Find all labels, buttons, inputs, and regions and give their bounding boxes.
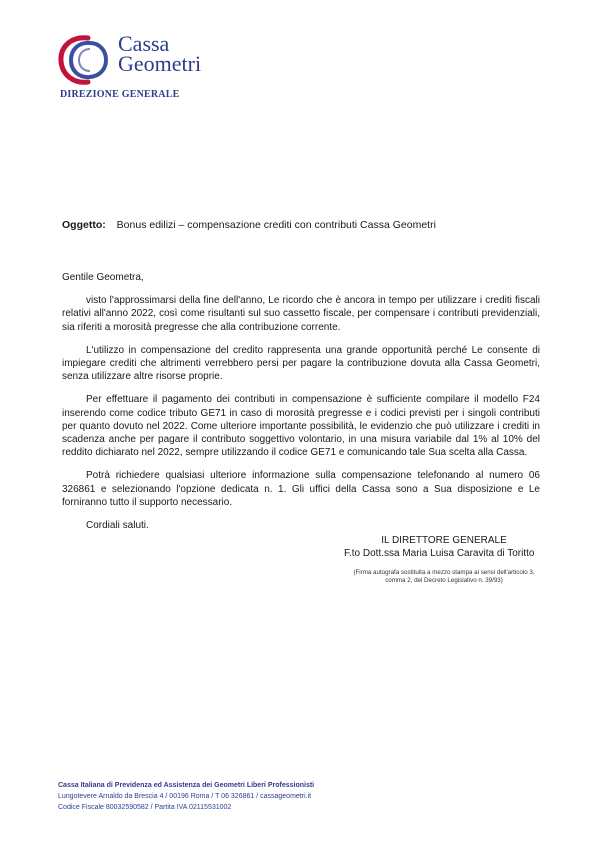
footer-fiscal: Codice Fiscale 80032590582 / Partita IVA 02115531002 [58, 804, 232, 811]
footer [58, 780, 314, 813]
greeting: Gentile Geometra, [62, 272, 144, 283]
department-label: DIREZIONE GENERALE [60, 89, 180, 100]
footer-organization: Cassa Italiana di Previdenza ed Assistenza dei Geometri Liberi Professionisti [58, 782, 315, 789]
subject-line [62, 219, 436, 231]
logo-mark-icon [58, 34, 114, 86]
brand-line-1: Cassa [118, 31, 170, 56]
brand-line-2: Geometri [118, 51, 202, 76]
letter-body [62, 271, 540, 542]
closing: Cordiali saluti. [86, 520, 149, 532]
signature-name: F.to Dott.ssa Maria Luisa Caravita di Toritto [344, 548, 535, 559]
paragraph-2: L'utilizzo in compensazione del credito rappresenta una grande opportunità perché Le consente di impiegare crediti che altrimenti verrebbero persi per pagare la contribuzione dovuta alla Cassa Geometri, senza utilizzare altre risorse proprie. [62, 344, 540, 383]
signature-title: IL DIRETTORE GENERALE [381, 535, 507, 546]
brand-name [118, 31, 202, 76]
paragraph-1: visto l'approssimarsi della fine dell'anno, Le ricordo che è ancora in tempo per utilizzare i crediti fiscali relativi all'anno 2022, così come risultanti sul suo cassetto fiscale, per compensare i contributi previdenziali, sia riferiti a morosità pregresse che alla contribuzione corrente. [62, 295, 540, 333]
signature-note: (Firma autografa sostituita a mezzo stampa ai sensi dell'articolo 3, comma 2, del Decreto Legislativo n. 39/93) [353, 569, 535, 584]
signature-block [344, 534, 544, 585]
cassa-geometri-logo [58, 31, 228, 86]
paragraph-3: Per effettuare il pagamento dei contributi in compensazione è sufficiente compilare il modello F24 inserendo come codice tributo GE71 in caso di morosità pregresse e i codici previsti per i singoli contributi per quanto dovuto nel 2022. Come ulteriore importante possibilità, le evidenzio che può utilizzare i crediti in scadenza anche per pagare il contributo soggettivo volontario, in una misura variabile dal 1% al 10% del reddito dichiarato nel 2022, sempre utilizzando il codice GE71 e comunicando tale Sua scelta alla Cassa. [62, 394, 540, 459]
subject-text: Bonus edilizi – compensazione crediti con contributi Cassa Geometri [116, 219, 436, 231]
paragraph-4: Potrà richiedere qualsiasi ulteriore informazione sulla compensazione telefonando al numero 06 326861 e selezionando l'opzione dedicata n. 1. Gli uffici della Cassa sono a Sua disposizione e Le forniranno tutto il supporto necessario. [62, 470, 540, 508]
footer-address: Lungotevere Arnaldo da Brescia 4 / 00196 Roma / T 06 326861 / cassageometri.it [58, 793, 312, 800]
subject-label: Oggetto: [62, 219, 106, 231]
